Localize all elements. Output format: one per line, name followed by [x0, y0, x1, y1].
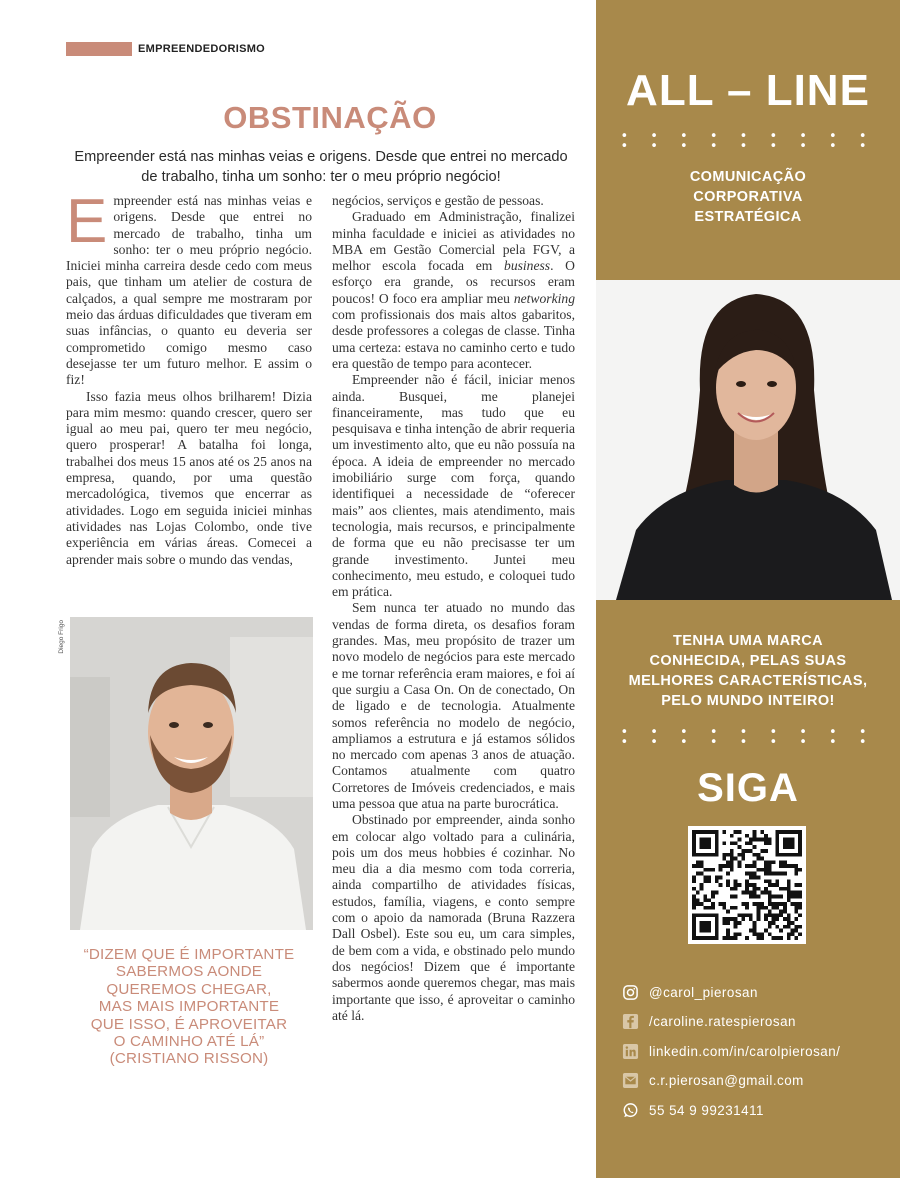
- section-tag: [66, 42, 265, 56]
- pull-quote: “DIZEM QUE É IMPORTANTE SABERMOS AONDE QUEREMOS CHEGAR, MAS MAIS IMPORTANTE QUE ISSO, É APROVEITAR O CAMINHO ATÉ LÁ” (CRISTIANO RISSON): [83, 946, 295, 1068]
- paragraph: Empreender não é fácil, iniciar menos ainda. Busquei, me planejei financeiramente, mas tudo que eu pesquisava e tinha intenção de abrir requeria um investimento alto, que eu não possuía na época. A ideia de empreender no mercado imobiliário surge com força, quando identifiquei a necessidade de “oferecer mais” aos clientes, mais atendimento, mais tecnologia, mais recursos, e principalmente de forma que eu não precisasse ter um grande investimento. Juntei meu conhecimento, meu estudo, e coloquei tudo em prática.: [332, 372, 575, 600]
- paragraph: Sem nunca ter atuado no mundo das vendas de forma direta, os desafios foram grandes. Mas, meu propósito de trazer um novo modelo de negócios para este mercado e me tornar referência eram maiores, e foi aí que surgiu a Casa On. On de conectado, On de ligado e de tecnologia. Atualmente somos referência no modelo de negócio, ampliamos a estrutura e já estamos sólidos no mercado com apenas 3 anos de atuação. Contamos atualmente com quatro Corretores de Imóveis credenciados, e mais uma pessoa que atua na parte burocrática.: [332, 600, 575, 811]
- contact-text: linkedin.com/in/carolpierosan/: [649, 1043, 841, 1059]
- contact-text: /caroline.ratespierosan: [649, 1014, 796, 1029]
- paragraph: mpreender está nas minhas veias e origens. Desde que entrei no mercado de trabalho, tinha um sonho: ter o meu próprio negócio. Iniciei minha carreira desde cedo com meus pais, que tinham um atelier de costura de calçados, a qual sempre me mostraram por meio das árduas dificuldades que tiveram em suas infâncias, o quanto eu deveria ser comprometido comigo mesmo caso desejasse ter um futuro melhor. E assim o fiz!: [66, 193, 312, 388]
- article-column-2: [332, 193, 575, 1024]
- mail-icon: [622, 1072, 639, 1089]
- dotted-divider: • • • • • • • • • • • • • • • • • •: [620, 129, 876, 154]
- facebook-icon: [622, 1013, 639, 1030]
- photo-credit: Diego Frigo: [58, 620, 65, 654]
- linkedin-icon: [622, 1043, 639, 1060]
- contact-whatsapp[interactable]: [622, 1099, 892, 1121]
- paragraph: Graduado em Administração, finalizei minha faculdade e iniciei as atividades no MBA em Gestão Comercial pela FGV, a melhor escola focada em business. O esforço era grande, os recursos eram poucos! O foco era ampliar meu networking com profissionais dos mais altos gabaritos, desde professores a colegas de classe. Tinha uma certeza: estava no caminho certo e tudo era questão de tempo para acontecer.: [332, 209, 575, 371]
- paragraph: Obstinado por empreender, ainda sonho em colocar algo voltado para a culinária, pois um dos meus hobbies é cozinhar. No meu dia a dia mesmo com toda correria, ainda compartilho de atividades físicas, estudos, família, viagens, e conto sempre com o apoio da namorada (Bruna Razzera Dall Osbel). Este sou eu, um cara simples, de bem com a vida, e obstinado pelo mundo dos negócios! Dizem que é importante sabermos aonde queremos chegar, mas mais importante que isso, é aproveitar o caminho até lá.: [332, 812, 575, 1023]
- paragraph: negócios, serviços e gestão de pessoas.: [332, 193, 544, 208]
- article-title: OBSTINAÇÃO: [223, 100, 437, 135]
- contact-text: c.r.pierosan@gmail.com: [649, 1073, 804, 1088]
- contact-facebook[interactable]: [622, 1011, 892, 1033]
- contact-email[interactable]: [622, 1070, 892, 1092]
- follow-heading: SIGA: [697, 766, 799, 810]
- drop-cap: E: [66, 187, 108, 256]
- ad-tagline: TENHA UMA MARCA CONHECIDA, PELAS SUAS MELHORES CARACTERÍSTICAS, PELO MUNDO INTEIRO!: [628, 633, 868, 709]
- whatsapp-icon: [622, 1102, 639, 1119]
- article-lead: Empreender está nas minhas veias e origens. Desde que entrei no mercado de trabalho, tinha um sonho: ter o meu próprio negócio!: [74, 149, 568, 185]
- article-column-1: [66, 187, 312, 568]
- contact-list: [622, 981, 892, 1129]
- section-label: EMPREENDEDORISMO: [138, 43, 266, 55]
- ad-subtitle: COMUNICAÇÃO CORPORATIVA ESTRATÉGICA: [689, 169, 807, 225]
- instagram-icon: [622, 984, 639, 1001]
- contact-text: @carol_pierosan: [649, 984, 758, 1000]
- portrait-photo-man: [70, 617, 313, 930]
- contact-linkedin[interactable]: [622, 1040, 892, 1062]
- contact-text: 55 54 9 99231411: [649, 1102, 764, 1118]
- section-bar: [66, 42, 132, 56]
- qr-code[interactable]: [688, 826, 806, 944]
- portrait-photo-woman: [596, 280, 900, 600]
- paragraph: Isso fazia meus olhos brilharem! Dizia para mim mesmo: quando crescer, quero ser igual ao meu pai, quero ter meu negócio, quero prosperar! A batalha foi longa, trabalhei dos meus 15 anos até os 25 anos na empresa, quando, por uma questão mercadológica, tivemos que encerrar as atividades. Logo em seguida iniciei minhas atividades nas Lojas Colombo, onde tive experiência em várias áreas. Comecei a aprender mais sobre o mundo das vendas,: [66, 388, 312, 567]
- contact-instagram[interactable]: [622, 981, 892, 1003]
- ad-brand: ALL – LINE: [626, 66, 870, 115]
- dotted-divider: • • • • • • • • • • • • • • • • • •: [620, 725, 876, 750]
